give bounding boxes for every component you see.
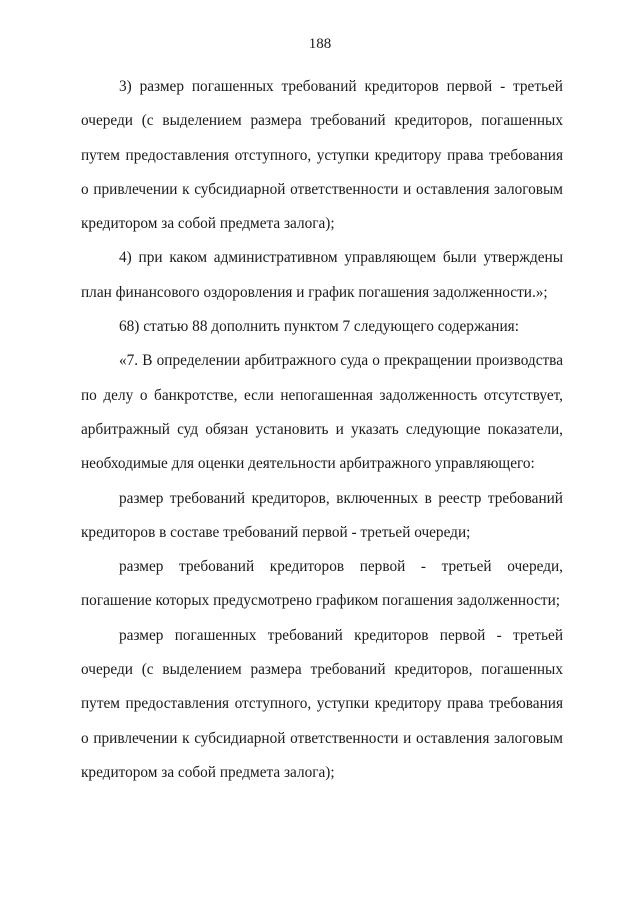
paragraph-article-88-point-7: «7. В определении арбитражного суда о прекращении производства по делу о банкротстве, если непогашенная задолженность отсутствует, арбитражный суд обязан установить и указать следующие показатели, необходимые для оценки деятельности арбитражного управляющего: [81, 352, 563, 473]
paragraph-scheduled-claims: размер требований кредиторов первой - третьей очереди, погашение которых предусмотрено графиком погашения задолженности; [81, 558, 563, 610]
paragraph-item-4: 4) при каком административном управляющем были утверждены план финансового оздоровления и график погашения задолженности.»; [81, 249, 563, 301]
paragraph-item-3: 3) размер погашенных требований кредиторов первой - третьей очереди (с выделением размера требований кредиторов, погашенных путем предоставления отступного, уступки кредитору права требования о привлечении к субсидиарной ответственности и оставления залоговым кредитором за собой предмета залога); [81, 78, 563, 233]
paragraph-item-68: 68) статью 88 дополнить пунктом 7 следующего содержания: [119, 318, 519, 336]
paragraph-repaid-claims: размер погашенных требований кредиторов первой - третьей очереди (с выделением размера требований кредиторов, погашенных путем предоставления отступного, уступки кредитору права требования о привлечении к субсидиарной ответственности и оставления залоговым кредитором за собой предмета залога); [81, 626, 563, 781]
document-body [81, 70, 563, 790]
page-number: 188 [308, 36, 332, 52]
paragraph-registry-claims: размер требований кредиторов, включенных в реестр требований кредиторов в составе требований первой - третьей очереди; [81, 489, 563, 541]
